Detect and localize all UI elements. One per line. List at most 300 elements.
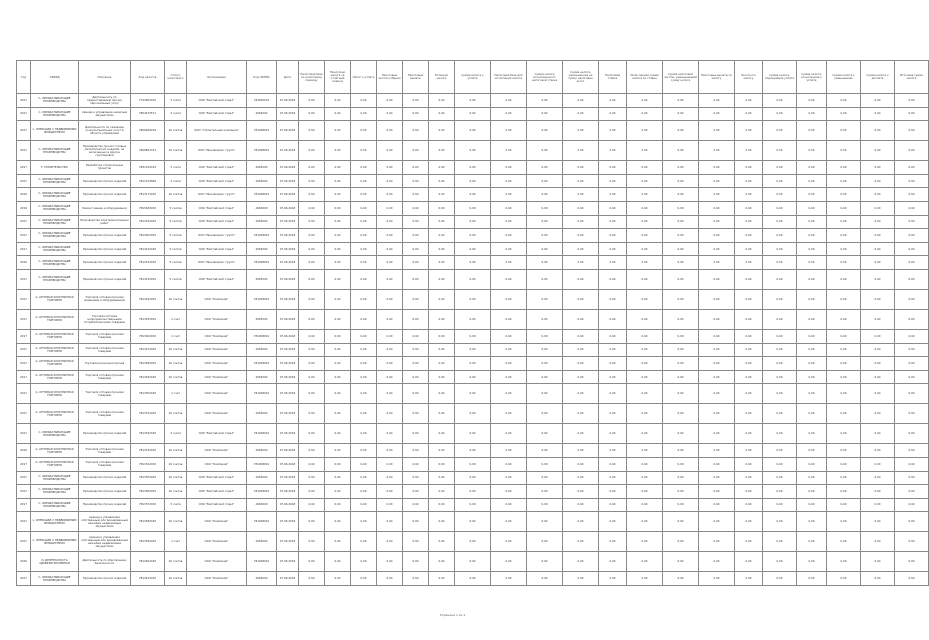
table-cell: 0,00 [527, 121, 563, 141]
table-cell: 0,00 [895, 498, 929, 512]
table-cell: 0,00 [403, 242, 429, 256]
table-cell: 0,00 [735, 552, 763, 572]
table-cell: 0,00 [763, 289, 797, 309]
table-cell: 0,00 [299, 161, 325, 175]
table-cell: С. ОБРАБАТЫВАЮЩИЕ ПРОИЗВОДСТВА [31, 94, 79, 108]
table-cell: 0,00 [325, 121, 351, 141]
table-cell: 0,00 [861, 471, 895, 485]
table-cell: ООО "Компания" [187, 512, 247, 532]
table-cell: С. ОБРАБАТЫВАЮЩИЕ ПРОИЗВОДСТВА [31, 269, 79, 289]
table-cell: 0,00 [699, 256, 735, 270]
table-cell: 0,00 [663, 471, 699, 485]
table-cell: 0,00 [861, 424, 895, 444]
table-cell: 0,00 [527, 329, 563, 343]
table-cell: 0,00 [699, 201, 735, 215]
table-cell: 7813362430 [131, 485, 165, 499]
column-header: Исчисленная сумма налога по ставке [627, 61, 663, 94]
table-cell: С. ОБРАБАТЫВАЮЩИЕ ПРОИЗВОДСТВА [31, 188, 79, 202]
table-row [17, 512, 929, 532]
table-cell: 0,00 [403, 512, 429, 532]
table-cell: 0,00 [699, 121, 735, 141]
table-cell: 0,00 [735, 141, 763, 161]
table-cell: 0,00 [299, 552, 325, 572]
table-cell: 0,00 [699, 552, 735, 572]
table-cell: 0,00 [827, 457, 861, 471]
table-cell: ООО "Компания" [187, 404, 247, 424]
table-cell: 0,00 [429, 309, 455, 329]
table-cell: 2017 [17, 532, 31, 552]
table-cell: 0,00 [299, 357, 325, 371]
table-cell: 0,00 [563, 289, 599, 309]
table-cell: 0,00 [377, 532, 403, 552]
table-cell: 0,00 [351, 229, 377, 243]
table-cell: 0,00 [491, 188, 527, 202]
column-header: Начислено налога за отчётный период [325, 61, 351, 94]
table-cell: 0,00 [403, 188, 429, 202]
table-cell: 0,00 [491, 242, 527, 256]
table-cell: 0,00 [599, 309, 627, 329]
table-cell: 0,00 [895, 444, 929, 458]
table-cell: 0,00 [299, 384, 325, 404]
table-cell: 0,00 [699, 188, 735, 202]
table-cell: 0,00 [763, 343, 797, 357]
table-cell: 0,00 [325, 404, 351, 424]
table-cell: 7813342430 [131, 457, 165, 471]
table-cell: 0,00 [455, 289, 491, 309]
table-cell: 0,00 [351, 471, 377, 485]
table-cell: 0,00 [895, 532, 929, 552]
table-cell: 0,00 [403, 444, 429, 458]
table-cell: 0,00 [699, 444, 735, 458]
table-cell: 0,00 [455, 188, 491, 202]
table-cell: 07.06.2018 [277, 471, 299, 485]
table-cell: 0,00 [563, 384, 599, 404]
table-cell: 0,00 [455, 498, 491, 512]
table-cell: 0,00 [325, 552, 351, 572]
column-header: Налоговая база для исчисления налога [491, 61, 527, 94]
table-cell: 0,00 [627, 498, 663, 512]
table-cell: 0,00 [563, 121, 599, 141]
table-cell: ООО "Инжиниринг групп" [187, 141, 247, 161]
table-cell: 0,00 [491, 357, 527, 371]
table-cell: 1 счет [165, 329, 187, 343]
table-cell: 0,00 [797, 471, 827, 485]
table-cell: ООО "Строительная компания" [187, 121, 247, 141]
table-cell: 0,00 [377, 215, 403, 229]
table-cell: 0,00 [403, 384, 429, 404]
table-cell: 4063000 [247, 174, 277, 188]
table-cell: 0,00 [895, 384, 929, 404]
table-cell: 4063000 [247, 343, 277, 357]
table-cell: 0,00 [861, 343, 895, 357]
table-cell: 0,00 [403, 329, 429, 343]
table-cell: 0,00 [895, 94, 929, 108]
table-cell: ООО "Компания" [187, 532, 247, 552]
table-cell: 0,00 [455, 161, 491, 175]
table-cell: ООО "Компания" [187, 572, 247, 586]
table-cell: 0,00 [663, 256, 699, 270]
table-cell: 0,00 [663, 188, 699, 202]
table-cell: 0,00 [351, 188, 377, 202]
table-cell: Торговля оптовая прочими товарами [79, 343, 131, 357]
table-cell: 0,00 [827, 121, 861, 141]
table-row [17, 269, 929, 289]
table-cell: 7813312430 [131, 404, 165, 424]
table-cell: 0,00 [663, 532, 699, 552]
table-cell: 0,00 [699, 370, 735, 384]
table-cell: 0,00 [491, 329, 527, 343]
table-cell: 0,00 [861, 329, 895, 343]
table-cell: 0,00 [563, 229, 599, 243]
table-cell: Торговля оптовая прочими товарами [79, 370, 131, 384]
table-cell: 0,00 [735, 384, 763, 404]
table-cell: 0,00 [325, 141, 351, 161]
table-cell: Производство прочих изделий [79, 242, 131, 256]
table-cell: 0,00 [403, 201, 429, 215]
table-cell: 0,00 [827, 370, 861, 384]
table-cell: 0,00 [599, 552, 627, 572]
table-cell: 0,00 [299, 229, 325, 243]
table-cell: Производство прочих изделий [79, 174, 131, 188]
tax-report-table [16, 60, 929, 586]
table-cell: 0,00 [563, 512, 599, 532]
table-cell: 5 счетов [165, 201, 187, 215]
table-cell: 0,00 [491, 107, 527, 121]
table-row [17, 242, 929, 256]
table-cell: 0,00 [627, 174, 663, 188]
column-header: Статус налогового [165, 61, 187, 94]
table-cell: 0,00 [403, 471, 429, 485]
table-cell: 0,00 [429, 174, 455, 188]
table-cell: 07.06.2018 [277, 404, 299, 424]
table-cell: 2016 [17, 188, 31, 202]
table-cell: 7743602410 [131, 94, 165, 108]
table-cell: 07.06.2018 [277, 201, 299, 215]
table-row [17, 141, 929, 161]
table-cell: ООО "Компания" [187, 289, 247, 309]
table-cell: 0,00 [527, 471, 563, 485]
table-cell: 0,00 [351, 498, 377, 512]
column-header: Год [17, 61, 31, 94]
table-cell: 0,00 [827, 94, 861, 108]
table-cell: 7806803701 [131, 141, 165, 161]
table-cell: 0,00 [325, 107, 351, 121]
table-cell: 0,00 [403, 161, 429, 175]
table-cell: 0,00 [895, 269, 929, 289]
table-cell: 0,00 [797, 424, 827, 444]
table-cell: ООО "Балтийский отдел" [187, 269, 247, 289]
table-cell: 0,00 [735, 289, 763, 309]
table-cell: 0,00 [861, 229, 895, 243]
table-cell: 0,00 [325, 242, 351, 256]
table-row [17, 94, 929, 108]
table-cell: 0,00 [351, 457, 377, 471]
table-cell: 0,00 [627, 309, 663, 329]
table-cell: 0,00 [455, 572, 491, 586]
table-row [17, 444, 929, 458]
table-cell: ООО "Балтийский отдел" [187, 201, 247, 215]
table-cell: С. ОБРАБАТЫВАЮЩИЕ ПРОИЗВОДСТВА [31, 424, 79, 444]
table-cell: 0,00 [351, 329, 377, 343]
table-cell: 0,00 [663, 457, 699, 471]
table-cell: 7813262430 [131, 329, 165, 343]
table-cell: 0,00 [797, 107, 827, 121]
table-cell: 0,00 [325, 572, 351, 586]
table-cell: С. ОБРАБАТЫВАЮЩИЕ ПРОИЗВОДСТВА [31, 471, 79, 485]
table-cell: 0,00 [377, 444, 403, 458]
column-header: Сумма налога исчисленная по налоговой ставке [527, 61, 563, 94]
table-cell: 0,00 [299, 174, 325, 188]
table-cell: 0,00 [861, 174, 895, 188]
table-cell: Деятельность по оказанию консультационных услуг в области управления [79, 121, 131, 141]
table-cell: 10 счетов [165, 552, 187, 572]
table-cell: 0,00 [663, 552, 699, 572]
table-cell: 0,00 [563, 256, 599, 270]
table-cell: 0,00 [599, 289, 627, 309]
table-cell: 7813282430 [131, 357, 165, 371]
table-cell: 0,00 [663, 404, 699, 424]
table-cell: 0,00 [827, 329, 861, 343]
table-cell: Торговля оптовая прочими товарами [79, 384, 131, 404]
table-cell: С. ОБРАБАТЫВАЮЩИЕ ПРОИЗВОДСТВА [31, 141, 79, 161]
table-cell: 0,00 [325, 94, 351, 108]
table-cell: 0,00 [527, 384, 563, 404]
table-cell: 0,00 [627, 256, 663, 270]
table-cell: 07.06.2018 [277, 94, 299, 108]
table-cell: 0,00 [627, 229, 663, 243]
table-cell: 0,00 [491, 174, 527, 188]
table-cell: 07.06.2018 [277, 552, 299, 572]
table-cell: 0,00 [827, 215, 861, 229]
table-cell: 7813212430 [131, 242, 165, 256]
table-cell: 0,00 [527, 174, 563, 188]
table-cell: 0,00 [827, 242, 861, 256]
table-cell: 5 счетов [165, 242, 187, 256]
table-cell: 0,00 [351, 444, 377, 458]
table-cell: 1 счет [165, 309, 187, 329]
table-cell: 07.06.2018 [277, 572, 299, 586]
table-cell: 2017 [17, 161, 31, 175]
table-cell: 2017 [17, 242, 31, 256]
table-cell: 0,00 [627, 188, 663, 202]
table-cell: 5 счетов [165, 229, 187, 243]
table-cell: 0,00 [627, 141, 663, 161]
table-cell: 0,00 [861, 532, 895, 552]
table-cell: 07.06.2018 [277, 532, 299, 552]
table-cell: 0,00 [627, 161, 663, 175]
table-cell: 2017 [17, 471, 31, 485]
table-cell: 0,00 [895, 107, 929, 121]
table-cell: 0,00 [429, 343, 455, 357]
table-cell: 0,00 [429, 107, 455, 121]
table-cell: 0,00 [491, 161, 527, 175]
table-cell: 4063000 [247, 404, 277, 424]
table-cell: 0,00 [325, 174, 351, 188]
table-cell: 0,00 [735, 343, 763, 357]
table-cell: 781008901 [247, 457, 277, 471]
table-cell: 0,00 [429, 161, 455, 175]
table-cell: 0,00 [429, 242, 455, 256]
table-cell: 0,00 [491, 485, 527, 499]
table-cell: 4063000 [247, 269, 277, 289]
table-cell: 0,00 [299, 572, 325, 586]
table-cell: 0,00 [797, 457, 827, 471]
table-cell: ООО "Балтийский отдел" [187, 485, 247, 499]
table-cell: 0,00 [699, 174, 735, 188]
table-cell: 0,00 [895, 329, 929, 343]
table-cell: 0,00 [403, 215, 429, 229]
table-cell: 0,00 [827, 552, 861, 572]
table-cell: 4063000 [247, 309, 277, 329]
table-cell: 0,00 [735, 229, 763, 243]
table-cell: 0,00 [455, 471, 491, 485]
table-cell: 0,00 [429, 498, 455, 512]
table-cell: 07.06.2018 [277, 329, 299, 343]
column-header: Уплачено налога [429, 61, 455, 94]
table-cell: 2017 [17, 485, 31, 499]
table-cell: 0,00 [797, 370, 827, 384]
table-cell: 0,00 [563, 174, 599, 188]
table-cell: 0,00 [403, 309, 429, 329]
table-cell: 07.06.2018 [277, 141, 299, 161]
table-cell: Торговля оптовая непродовольственными потребительскими товарами [79, 309, 131, 329]
table-cell: 7813332430 [131, 444, 165, 458]
table-cell: 0,00 [627, 343, 663, 357]
table-cell: 0,00 [861, 552, 895, 572]
table-cell: 0,00 [325, 201, 351, 215]
table-cell: 3 счета [165, 161, 187, 175]
column-header: Сумма налоговой льготы, уменьшающей сумму налога [663, 61, 699, 94]
table-cell: 0,00 [429, 512, 455, 532]
table-cell: 0,00 [627, 424, 663, 444]
table-cell: 4063000 [247, 201, 277, 215]
table-cell: 0,00 [663, 141, 699, 161]
table-cell: 0,00 [699, 512, 735, 532]
table-cell: 0,00 [627, 404, 663, 424]
table-cell: С. ОБРАБАТЫВАЮЩИЕ ПРОИЗВОДСТВА [31, 242, 79, 256]
table-cell: 0,00 [627, 457, 663, 471]
table-cell: Деятельность по предоставлению прочих персональных услуг [79, 94, 131, 108]
table-cell: 0,00 [527, 107, 563, 121]
table-cell: 0,00 [663, 174, 699, 188]
table-cell: 0,00 [735, 444, 763, 458]
table-cell: 0,00 [861, 289, 895, 309]
table-cell: 0,00 [895, 370, 929, 384]
table-cell: 10 счетов [165, 404, 187, 424]
table-cell: 0,00 [455, 107, 491, 121]
table-cell: 0,00 [895, 188, 929, 202]
table-cell: 0,00 [699, 269, 735, 289]
table-cell: 10 счетов [165, 457, 187, 471]
column-header: Итоговая сумма налога [895, 61, 929, 94]
table-cell: 0,00 [429, 188, 455, 202]
table-cell: 10 счетов [165, 188, 187, 202]
table-cell: 0,00 [455, 532, 491, 552]
table-cell: 0,00 [491, 498, 527, 512]
table-row [17, 357, 929, 371]
table-cell: 0,00 [351, 370, 377, 384]
table-cell: 0,00 [377, 309, 403, 329]
table-cell: 781008901 [247, 188, 277, 202]
table-cell: 0,00 [699, 457, 735, 471]
table-cell: 07.06.2018 [277, 343, 299, 357]
table-row [17, 457, 929, 471]
table-cell: 0,00 [699, 424, 735, 444]
table-cell: 0,00 [895, 256, 929, 270]
table-cell: 7813402430 [131, 552, 165, 572]
table-cell: 0,00 [429, 532, 455, 552]
table-cell: 0,00 [663, 161, 699, 175]
table-cell: 3 счета [165, 94, 187, 108]
table-cell: 0,00 [491, 572, 527, 586]
table-cell: 0,00 [377, 343, 403, 357]
table-cell: 0,00 [403, 141, 429, 161]
table-cell: 0,00 [763, 188, 797, 202]
table-cell: 0,00 [763, 498, 797, 512]
table-cell: 0,00 [325, 161, 351, 175]
table-cell: G. ОПТОВАЯ И РОЗНИЧНАЯ ТОРГОВЛЯ [31, 384, 79, 404]
table-cell: ООО "Балтийский отдел" [187, 107, 247, 121]
table-cell: 0,00 [763, 384, 797, 404]
table-cell: 0,00 [663, 444, 699, 458]
table-cell: 0,00 [299, 201, 325, 215]
table-cell: 0,00 [797, 121, 827, 141]
table-cell: 0,00 [563, 485, 599, 499]
table-cell: 0,00 [377, 572, 403, 586]
table-cell: Торговля розничная прочая [79, 357, 131, 371]
table-cell: 0,00 [455, 512, 491, 532]
table-cell: 7813252430 [131, 309, 165, 329]
table-cell: 0,00 [699, 498, 735, 512]
table-cell: 0,00 [299, 370, 325, 384]
table-cell: 0,00 [325, 188, 351, 202]
table-cell: 0,00 [827, 107, 861, 121]
table-cell: 07.06.2018 [277, 242, 299, 256]
table-cell: 10 счетов [165, 357, 187, 371]
table-cell: 0,00 [351, 174, 377, 188]
table-cell: 0,00 [797, 485, 827, 499]
table-cell: С. ОБРАБАТЫВАЮЩИЕ ПРОИЗВОДСТВА [31, 201, 79, 215]
table-cell: 0,00 [377, 107, 403, 121]
table-cell: G. ОПТОВАЯ И РОЗНИЧНАЯ ТОРГОВЛЯ [31, 289, 79, 309]
table-cell: 0,00 [599, 141, 627, 161]
table-cell: N. ДЕЯТЕЛЬНОСТЬ АДМИНИСТРАТИВНАЯ [31, 552, 79, 572]
table-cell: 0,00 [455, 215, 491, 229]
table-cell: ООО "Инжиниринг групп" [187, 256, 247, 270]
table-cell: 0,00 [429, 201, 455, 215]
table-cell: 0,00 [861, 107, 895, 121]
table-cell: 0,00 [895, 485, 929, 499]
table-cell: 0,00 [627, 215, 663, 229]
table-cell: 4063000 [247, 107, 277, 121]
table-cell: 10 счетов [165, 343, 187, 357]
table-cell: 0,00 [299, 309, 325, 329]
table-cell: 0,00 [491, 532, 527, 552]
table-cell: 0,00 [827, 424, 861, 444]
table-cell: 0,00 [325, 532, 351, 552]
table-cell: 0,00 [827, 161, 861, 175]
table-row [17, 532, 929, 552]
table-cell: 0,00 [735, 471, 763, 485]
table-cell: 0,00 [351, 289, 377, 309]
table-cell: 0,00 [599, 384, 627, 404]
table-row [17, 256, 929, 270]
column-header: Сумма налога к уплате [455, 61, 491, 94]
table-cell: 7813302430 [131, 384, 165, 404]
table-cell: 0,00 [403, 343, 429, 357]
table-cell: 0,00 [299, 498, 325, 512]
table-cell: 0,00 [599, 242, 627, 256]
